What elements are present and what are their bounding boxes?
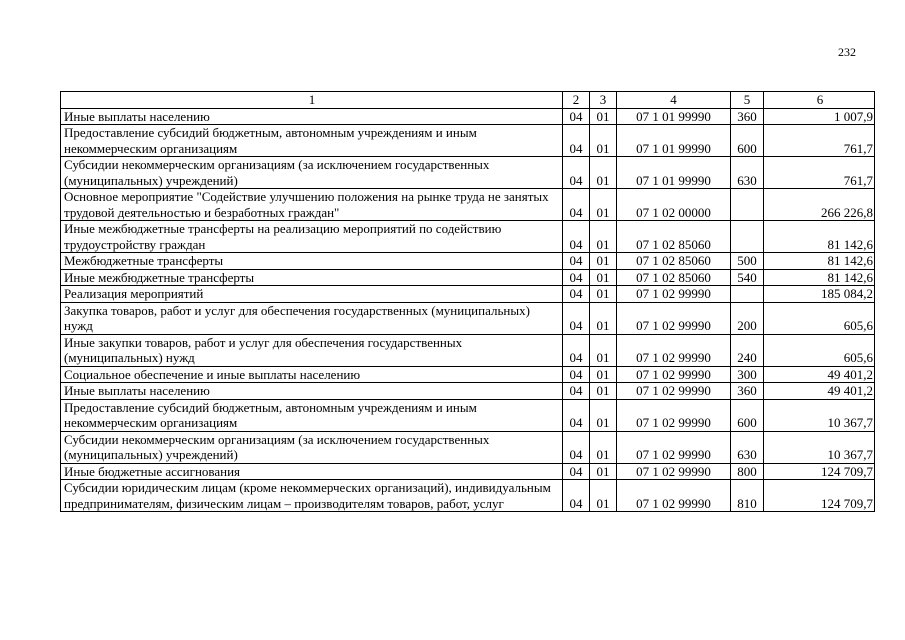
row-amount-cell: 185 084,2	[764, 286, 875, 303]
row-name-cell: Социальное обеспечение и иные выплаты населению	[61, 366, 563, 383]
row-amount-cell: 49 401,2	[764, 366, 875, 383]
row-name-cell: Иные межбюджетные трансферты	[61, 269, 563, 286]
row-target-code-cell: 07 1 02 99990	[617, 480, 731, 512]
row-section-cell: 04	[563, 399, 590, 431]
row-name-cell: Реализация мероприятий	[61, 286, 563, 303]
row-section-cell: 04	[563, 431, 590, 463]
row-amount-cell: 81 142,6	[764, 253, 875, 270]
row-expense-type-cell: 360	[731, 108, 764, 125]
row-target-code-cell: 07 1 02 85060	[617, 269, 731, 286]
row-section-cell: 04	[563, 189, 590, 221]
row-section-cell: 04	[563, 302, 590, 334]
row-amount-cell: 81 142,6	[764, 269, 875, 286]
row-expense-type-cell	[731, 221, 764, 253]
header-col-6: 6	[764, 92, 875, 109]
table-row	[61, 253, 875, 270]
row-target-code-cell: 07 1 02 99990	[617, 286, 731, 303]
row-expense-type-cell: 200	[731, 302, 764, 334]
row-section-cell: 04	[563, 286, 590, 303]
row-amount-cell: 266 226,8	[764, 189, 875, 221]
row-section-cell: 04	[563, 125, 590, 157]
row-subsection-cell: 01	[590, 463, 617, 480]
table-row	[61, 125, 875, 157]
row-section-cell: 04	[563, 269, 590, 286]
row-target-code-cell: 07 1 02 99990	[617, 431, 731, 463]
header-col-3: 3	[590, 92, 617, 109]
row-expense-type-cell: 630	[731, 431, 764, 463]
row-amount-cell: 605,6	[764, 334, 875, 366]
row-section-cell: 04	[563, 334, 590, 366]
table-row	[61, 189, 875, 221]
table-row	[61, 366, 875, 383]
row-subsection-cell: 01	[590, 221, 617, 253]
row-subsection-cell: 01	[590, 157, 617, 189]
row-subsection-cell: 01	[590, 399, 617, 431]
row-subsection-cell: 01	[590, 108, 617, 125]
row-amount-cell: 1 007,9	[764, 108, 875, 125]
row-target-code-cell: 07 1 02 99990	[617, 383, 731, 400]
row-subsection-cell: 01	[590, 125, 617, 157]
table-row	[61, 399, 875, 431]
row-subsection-cell: 01	[590, 431, 617, 463]
table-row	[61, 157, 875, 189]
table-row	[61, 108, 875, 125]
table-row	[61, 302, 875, 334]
table-row	[61, 334, 875, 366]
row-subsection-cell: 01	[590, 269, 617, 286]
header-col-1: 1	[61, 92, 563, 109]
row-target-code-cell: 07 1 02 85060	[617, 253, 731, 270]
row-expense-type-cell: 800	[731, 463, 764, 480]
row-name-cell: Субсидии некоммерческим организациям (за исключением государственных (муниципальных) учреждений)	[61, 157, 563, 189]
table-row	[61, 221, 875, 253]
table-header-row	[61, 92, 875, 109]
row-target-code-cell: 07 1 02 99990	[617, 334, 731, 366]
page-number: 232	[838, 45, 856, 59]
row-target-code-cell: 07 1 01 99990	[617, 157, 731, 189]
row-amount-cell: 761,7	[764, 125, 875, 157]
budget-table	[60, 91, 875, 512]
table-row	[61, 383, 875, 400]
row-subsection-cell: 01	[590, 189, 617, 221]
table-row	[61, 269, 875, 286]
row-name-cell: Предоставление субсидий бюджетным, автономным учреждениям и иным некоммерческим организациям	[61, 399, 563, 431]
row-expense-type-cell: 600	[731, 125, 764, 157]
row-name-cell: Закупка товаров, работ и услуг для обеспечения государственных (муниципальных) нужд	[61, 302, 563, 334]
row-section-cell: 04	[563, 480, 590, 512]
row-expense-type-cell	[731, 189, 764, 221]
row-amount-cell: 49 401,2	[764, 383, 875, 400]
row-expense-type-cell: 360	[731, 383, 764, 400]
row-target-code-cell: 07 1 02 85060	[617, 221, 731, 253]
row-amount-cell: 124 709,7	[764, 480, 875, 512]
row-target-code-cell: 07 1 02 99990	[617, 463, 731, 480]
row-expense-type-cell: 600	[731, 399, 764, 431]
row-expense-type-cell: 300	[731, 366, 764, 383]
row-name-cell: Иные закупки товаров, работ и услуг для обеспечения государственных (муниципальных) нужд	[61, 334, 563, 366]
row-name-cell: Субсидии некоммерческим организациям (за исключением государственных (муниципальных) учреждений)	[61, 431, 563, 463]
row-target-code-cell: 07 1 01 99990	[617, 108, 731, 125]
row-section-cell: 04	[563, 108, 590, 125]
row-section-cell: 04	[563, 157, 590, 189]
row-target-code-cell: 07 1 01 99990	[617, 125, 731, 157]
row-expense-type-cell: 630	[731, 157, 764, 189]
row-target-code-cell: 07 1 02 99990	[617, 399, 731, 431]
row-subsection-cell: 01	[590, 366, 617, 383]
row-name-cell: Межбюджетные трансферты	[61, 253, 563, 270]
header-col-5: 5	[731, 92, 764, 109]
row-target-code-cell: 07 1 02 99990	[617, 366, 731, 383]
row-name-cell: Предоставление субсидий бюджетным, автономным учреждениям и иным некоммерческим организациям	[61, 125, 563, 157]
row-expense-type-cell: 540	[731, 269, 764, 286]
row-section-cell: 04	[563, 221, 590, 253]
row-subsection-cell: 01	[590, 383, 617, 400]
row-name-cell: Иные бюджетные ассигнования	[61, 463, 563, 480]
table-row	[61, 463, 875, 480]
row-target-code-cell: 07 1 02 99990	[617, 302, 731, 334]
row-amount-cell: 81 142,6	[764, 221, 875, 253]
row-subsection-cell: 01	[590, 334, 617, 366]
row-subsection-cell: 01	[590, 286, 617, 303]
row-section-cell: 04	[563, 253, 590, 270]
row-subsection-cell: 01	[590, 480, 617, 512]
row-expense-type-cell: 810	[731, 480, 764, 512]
row-section-cell: 04	[563, 366, 590, 383]
row-amount-cell: 10 367,7	[764, 431, 875, 463]
row-section-cell: 04	[563, 383, 590, 400]
row-expense-type-cell	[731, 286, 764, 303]
row-subsection-cell: 01	[590, 302, 617, 334]
row-subsection-cell: 01	[590, 253, 617, 270]
row-amount-cell: 761,7	[764, 157, 875, 189]
row-amount-cell: 10 367,7	[764, 399, 875, 431]
row-expense-type-cell: 500	[731, 253, 764, 270]
table-row	[61, 480, 875, 512]
header-col-4: 4	[617, 92, 731, 109]
table-row	[61, 286, 875, 303]
row-expense-type-cell: 240	[731, 334, 764, 366]
header-col-2: 2	[563, 92, 590, 109]
row-name-cell: Иные межбюджетные трансферты на реализацию мероприятий по содействию трудоустройству граждан	[61, 221, 563, 253]
row-target-code-cell: 07 1 02 00000	[617, 189, 731, 221]
table-row	[61, 431, 875, 463]
row-name-cell: Основное мероприятие "Содействие улучшению положения на рынке труда не занятых трудовой деятельностью и безработных граждан"	[61, 189, 563, 221]
table-body	[61, 108, 875, 512]
row-amount-cell: 605,6	[764, 302, 875, 334]
row-amount-cell: 124 709,7	[764, 463, 875, 480]
row-name-cell: Иные выплаты населению	[61, 383, 563, 400]
row-name-cell: Иные выплаты населению	[61, 108, 563, 125]
row-name-cell: Субсидии юридическим лицам (кроме некоммерческих организаций), индивидуальным предпринимателям, физическим лицам – производителям товаров, работ, услуг	[61, 480, 563, 512]
row-section-cell: 04	[563, 463, 590, 480]
